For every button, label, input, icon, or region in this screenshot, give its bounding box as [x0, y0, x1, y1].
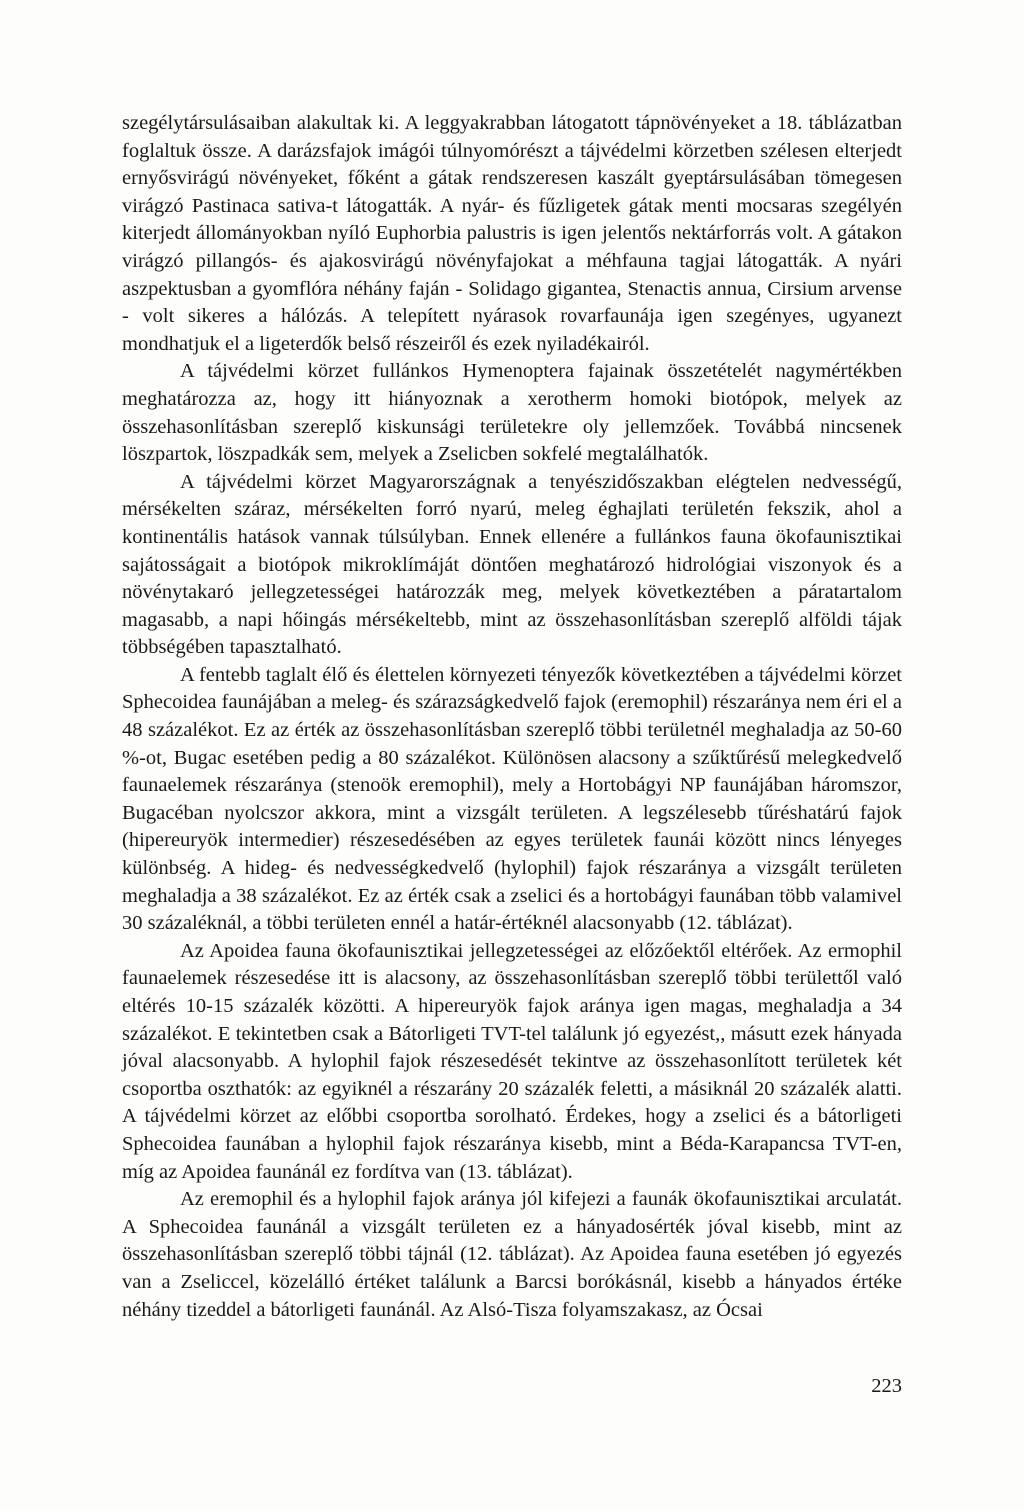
paragraph-2: A tájvédelmi körzet fullánkos Hymenoptera fajainak összetételét nagymértékben meghatározza az, hogy itt hiányoznak a xerotherm homoki biotópok, melyek az összehasonlításban szereplő kiskunsági területekre oly jellemzőek. Továbbá nincsenek löszpartok, löszpadkák sem, melyek a Zselicben sokfelé megtalálhatók. — [122, 360, 902, 466]
paragraph-1: szegélytársulásaiban alakultak ki. A leggyakrabban látogatott tápnövényeket a 18. táblázatban foglaltuk össze. A darázsfajok imágói túlnyomórészt a tájvédelmi körzetben szélesen elterjedt ernyősvirágú növényeket, főként a gátak rendszeresen kaszált gyeptársulásában tömegesen virágzó Pastinaca sativa-t látogatták. A nyár- és fűzligetek gátak menti mocsaras szegélyén kiterjedt állományokban nyíló Euphorbia palustris is igen jelentős nektárforrás volt. A gátakon virágzó pillangós- és ajakosvirágú növényfajokat a méhfauna tagjai látogatták. A nyári aszpektusban a gyomflóra néhány faján - Solidago gigantea, Stenactis annua, Cirsium arvense - volt sikeres a hálózás. A telepített nyárasok rovarfaunája igen szegényes, ugyanezt mondhatjuk el a ligeterdők belső részeiről és ezek nyiladékairól. — [122, 112, 902, 355]
paragraph-4: A fentebb taglalt élő és élettelen környezeti tényezők következtében a tájvédelmi körzet Sphecoidea faunájában a meleg- és szárazságkedvelő fajok (eremophil) részaránya nem éri el a 48 százalékot. Ez az érték az összehasonlításban szereplő többi területnél meghaladja az 50-60 %-ot, Bugac esetében pedig a 80 százalékot. Különösen alacsony a szűktűrésű melegkedvelő faunaelemek részaránya (stenoök eremophil), mely a Hortobágyi NP faunájában háromszor, Bugacéban nyolcszor akkora, mint a vizsgált területen. A legszélesebb tűréshatárú fajok (hipereuryök intermedier) részesedésében az egyes területek faunái között nincs lényeges különbség. A hideg- és nedvességkedvelő (hylophil) fajok részaránya a vizsgált területen meghaladja a 38 százalékot. Ez az érték csak a zselici és a hortobágyi faunában több valamivel 30 százaléknál, a többi területen ennél a határ-értéknél alacsonyabb (12. táblázat). — [122, 663, 902, 935]
paragraph-3: A tájvédelmi körzet Magyarországnak a tenyészidőszakban elégtelen nedvességű, mérsékelten száraz, mérsékelten forró nyarú, meleg éghajlati területén fekszik, ahol a kontinentális hatások vannak túlsúlyban. Ennek ellenére a fullánkos fauna ökofaunisztikai sajátosságait a biotópok mikroklímáját döntően meghatározó hidrológiai viszonyok és a növénytakaró jellegzetességei határozzák meg, melyek következtében a páratartalom magasabb, a napi hőingás mérsékeltebb, mint az összehasonlításban szereplő alföldi tájak többségében tapasztalható. — [122, 470, 902, 659]
paragraph-6: Az eremophil és a hylophil fajok aránya jól kifejezi a faunák ökofaunisztikai arculatát. A Sphecoidea faunánál a vizsgált területen ez a hányadosérték jóval kisebb, mint az összehasonlításban szereplő többi tájnál (12. táblázat). Az Apoidea fauna esetében jó egyezés van a Zseliccel, közelálló értéket találunk a Barcsi borókásnál, kisebb a hányados értéke néhány tizeddel a bátorligeti faunánál. Az Alsó-Tisza folyamszakasz, az Ócsai — [122, 1188, 902, 1321]
paragraph-5: Az Apoidea fauna ökofaunisztikai jellegzetességei az előzőektől eltérőek. Az ermophil faunaelemek részesedése itt is alacsony, az összehasonlításban szereplő többi területtől való eltérés 10-15 százalék közötti. A hipereuryök fajok aránya igen magas, meghaladja a 34 százalékot. E tekintetben csak a Bátorligeti TVT-tel találunk jó egyezést,, másutt ezek hányada jóval alacsonyabb. A hylophil fajok részesedését tekintve az összehasonlított területek két csoportba oszthatók: az egyiknél a részarány 20 százalék feletti, a másiknál 20 százalék alatti. A tájvédelmi körzet az előbbi csoportba sorolható. Érdekes, hogy a zselici és a bátorligeti Sphecoidea faunában a hylophil fajok részaránya kisebb, mint a Béda-Karapancsa TVT-en, míg az Apoidea faunánál ez fordítva van (13. táblázat). — [122, 939, 902, 1183]
page-number: 223 — [871, 1375, 902, 1397]
body-text — [122, 110, 902, 1324]
